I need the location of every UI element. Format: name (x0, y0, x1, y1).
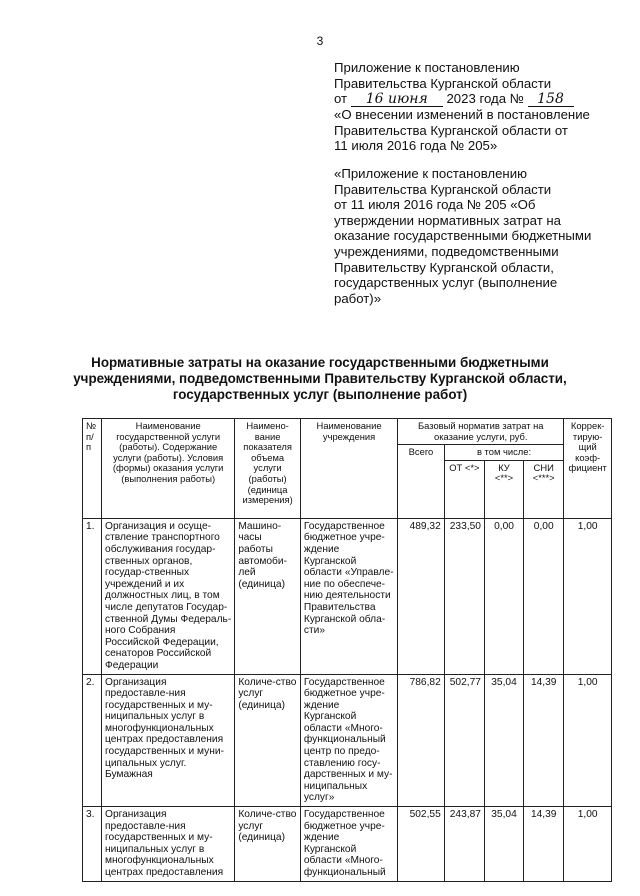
header-unit: Наимено-вание показателя объема услуги (работы) (единица измерения) (235, 419, 301, 519)
header-institution: Наименование учреждения (300, 419, 397, 519)
table-row (83, 674, 612, 807)
appendix-line: Правительству Курганской области, (334, 259, 554, 275)
header-base: Базовый норматив затрат на оказание услуги, руб. (398, 419, 564, 445)
title-line: государственных услуг (выполнение работ) (172, 387, 468, 402)
cell-service: Организация и осуще-ствление транспортного обслуживания государ-ственных органов, государ-ственных учреждений и их должностных лиц, в том числе депутатов Государ-ственной Думы Федераль-ного Собрания Российской Федерации, сенаторов Российской Федерации (102, 518, 235, 674)
appendix-date-line (334, 91, 634, 107)
handwritten-date: 16 июня (351, 93, 443, 107)
cell-num: 3. (83, 807, 102, 882)
table-row (83, 807, 612, 882)
cell-total: 502,55 (398, 807, 445, 882)
date-suffix: 2023 года № (446, 91, 524, 107)
cell-total: 489,32 (398, 518, 445, 674)
appendix-line: от 11 июля 2016 года № 205 «Об (334, 197, 536, 213)
title-line: учреждениями, подведомственными Правительству Курганской области, (73, 371, 567, 386)
page-number: 3 (316, 34, 324, 48)
cell-coef: 1,00 (564, 518, 612, 674)
appendix-line: Правительства Курганской области (334, 75, 552, 91)
cell-institution: Государственное бюджетное учре-ждение Курганской области «Много-функциональный центр по предо-ставлению госу-дарственных и му-ниципальных услуг» (300, 674, 397, 807)
header-ot: ОТ <*> (444, 460, 484, 518)
cell-institution: Государственное бюджетное учре-ждение Курганской области «Много-функциональный (300, 807, 397, 882)
cell-ot: 243,87 (444, 807, 484, 882)
title-line: Нормативные затраты на оказание государственными бюджетными (91, 355, 549, 370)
cell-ku: 0,00 (484, 518, 523, 674)
appendix-line: «Приложение к постановлению (334, 165, 527, 181)
cell-sni: 14,39 (524, 807, 564, 882)
cell-ku: 35,04 (484, 674, 523, 807)
appendix-header (334, 60, 634, 306)
cell-ku: 35,04 (484, 807, 523, 882)
table-row (83, 518, 612, 674)
appendix-line: «О внесении изменений в постановление (334, 107, 590, 123)
appendix-line: оказание государственными бюджетными (334, 228, 592, 244)
cell-num: 1. (83, 518, 102, 674)
cell-unit: Количе-ство услуг (единица) (235, 674, 301, 807)
appendix-line: государственных услуг (выполнение (334, 275, 558, 291)
header-num: № п/п (83, 419, 102, 519)
table-header-row (83, 419, 612, 445)
appendix-line: работ)» (334, 290, 382, 306)
cell-coef: 1,00 (564, 807, 612, 882)
cell-ot: 502,77 (444, 674, 484, 807)
header-total: Всего (398, 445, 445, 519)
cell-num: 2. (83, 674, 102, 807)
cell-service-text: Организация предоставле-ния государственных и му-ниципальных услуг в многофункциональных центрах предоставления государственных и муни-ципальных услуг. (105, 676, 224, 769)
date-prefix: от (334, 91, 348, 107)
appendix-line: Правительства Курганской области от (334, 122, 568, 138)
cell-service (102, 674, 235, 807)
cell-sni: 14,39 (524, 674, 564, 807)
document-title (60, 355, 580, 403)
appendix-line: Приложение к постановлению (334, 60, 520, 75)
appendix-line: 11 июля 2016 года № 205» (334, 138, 498, 154)
cell-institution: Государственное бюджетное учре-ждение Курганской области «Управле-ние по обеспече-нию деятельности Правительства Курганской обла-сти» (300, 518, 397, 674)
handwritten-number: 158 (528, 93, 574, 107)
cell-ot: 233,50 (444, 518, 484, 674)
header-sni: СНИ <***> (524, 460, 564, 518)
cell-unit: Машино-часы работы автомоби-лей (единица) (235, 518, 301, 674)
cell-service-extra: Бумажная (105, 769, 153, 781)
cell-total: 786,82 (398, 674, 445, 807)
appendix-line: учреждениями, подведомственными (334, 243, 559, 259)
cell-coef: 1,00 (564, 674, 612, 807)
header-incl: в том числе: (444, 445, 564, 461)
header-ku: КУ <**> (484, 460, 523, 518)
appendix-line: утверждении нормативных затрат на (334, 212, 562, 228)
header-service: Наименование государственной услуги (работы). Содержание услуги (работы). Условия (формы) оказания услуги (выполнения работы) (102, 419, 235, 519)
appendix-line: Правительства Курганской области (334, 181, 552, 197)
cell-unit: Количе-ство услуг (единица) (235, 807, 301, 882)
cell-service: Организация предоставле-ния государственных и му-ниципальных услуг в многофункциональных центрах предоставления (102, 807, 235, 882)
header-coef: Коррек-тирую-щий коэф-фициент (564, 419, 612, 519)
cell-sni: 0,00 (524, 518, 564, 674)
costs-table (82, 418, 612, 882)
